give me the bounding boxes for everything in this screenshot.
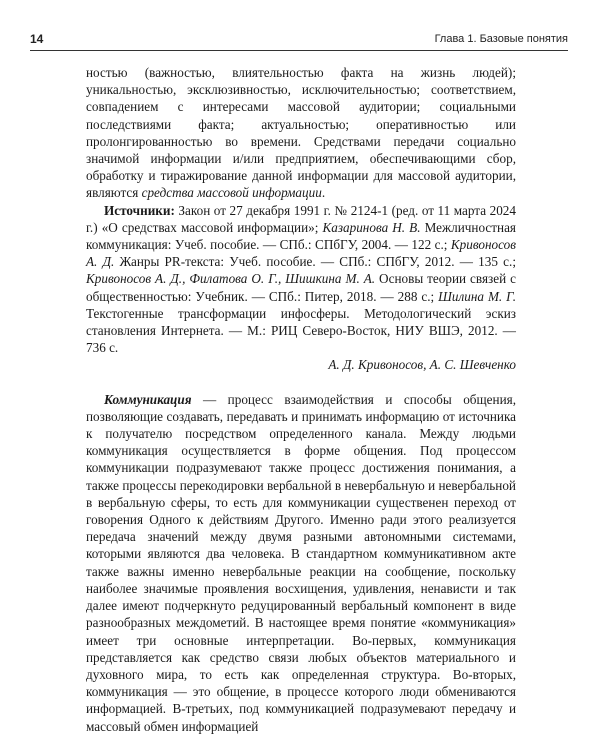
- sources-paragraph: [86, 202, 516, 357]
- source-author-2: Казаринова Н. В.: [322, 219, 421, 235]
- page-number: 14: [30, 32, 44, 46]
- source-4: Основы теории связей с общественностью: Учебник. — СПб.: Питер, 2018. — 288 с.;: [86, 271, 516, 304]
- sources-label: Источники:: [104, 202, 175, 218]
- communication-entry: [86, 391, 516, 735]
- page-header: [30, 28, 568, 50]
- source-2: Межличностная коммуникация: Учеб. пособие. — СПб.: СПбГУ, 2004. — 122 с.;: [86, 219, 516, 253]
- running-head: Глава 1. Базовые понятия: [434, 33, 568, 45]
- entry-term: Коммуникация: [104, 391, 192, 407]
- author-signature: А. Д. Кривоносов, А. С. Шевченко: [328, 357, 516, 373]
- entry-text: — процесс взаимодействия и способы общения, позволяющие создавать, передавать и принимать информацию от источника к получателю посредством определенного канала. Между людьми коммуникация осуществляется в форме общения. Под процессом коммуникации подразумевают также процесс достижения понимания, а также процессы перекодировки вербальной в невербальную и невербальной в вербальную сферы, то есть для коммуникации существенен переход от говорения Одного к действиям Другого. Именно ради этого реализуется передача значений между двумя разными автономными системами, которыми являются два человека. В стандартном коммуникативном акте также важны именно невербальные реакции на сообщение, поскольку наиболее значимые проявления восхищения, удивления, ненависти и так далее имеют подчеркнуто редуцированный вербальный компонент в виде разнообразных междометий. В настоящее время понятие «коммуникация» имеет три основные интерпретации. Во-первых, коммуникация представляется как средство связи любых объектов материального и духовного мира, то есть как определенная структура. Во-вторых, коммуникация — это общение, в процессе которого люди обмениваются информацией. В-третьих, под коммуникацией подразумевают передачу и массовый обмен информацией: [86, 391, 516, 734]
- paragraph-text: ностью (важностью, влиятельностью факта на жизнь людей); уникальностью, эксклюзивностью, исключительностью; соответствием, совпадением с интересами массовой аудитории; социальными последствиями факта; актуальностью; оперативностью или пролонгированностью во времени. Средствами передачи социально значимой информации и/или предприятием, обеспечивающими сбор, обработку и тиражирование данной информации для массовой аудитории, являются: [86, 65, 516, 201]
- source-author-3: Кривоносов А. Д.: [86, 237, 516, 270]
- source-5: Текстогенные трансформации инфосферы. Методологический эскиз становления Интернета. — М.: РИЦ Северо-Восток, НИУ ВШЭ, 2012. — 736 с.: [86, 305, 516, 356]
- paragraph-text-end: .: [321, 185, 326, 201]
- term-italic: средства массовой информации: [141, 185, 322, 201]
- section-gap: [86, 374, 516, 391]
- source-1: Закон от 27 декабря 1991 г. № 2124-1 (ред. от 11 марта 2024 г.) «О средствах массовой информации»;: [86, 202, 516, 235]
- page-body: [86, 64, 516, 735]
- header-rule: [30, 50, 568, 51]
- source-3: Жанры PR-текста: Учеб. пособие. — СПб.: СПбГУ, 2012. — 135 с.;: [114, 254, 516, 270]
- source-author-4: Кривоносов А. Д., Филатова О. Г., Шишкина М. А.: [86, 271, 376, 287]
- source-author-5: Шилина М. Г.: [438, 288, 516, 304]
- paragraph-continuation: [86, 64, 516, 202]
